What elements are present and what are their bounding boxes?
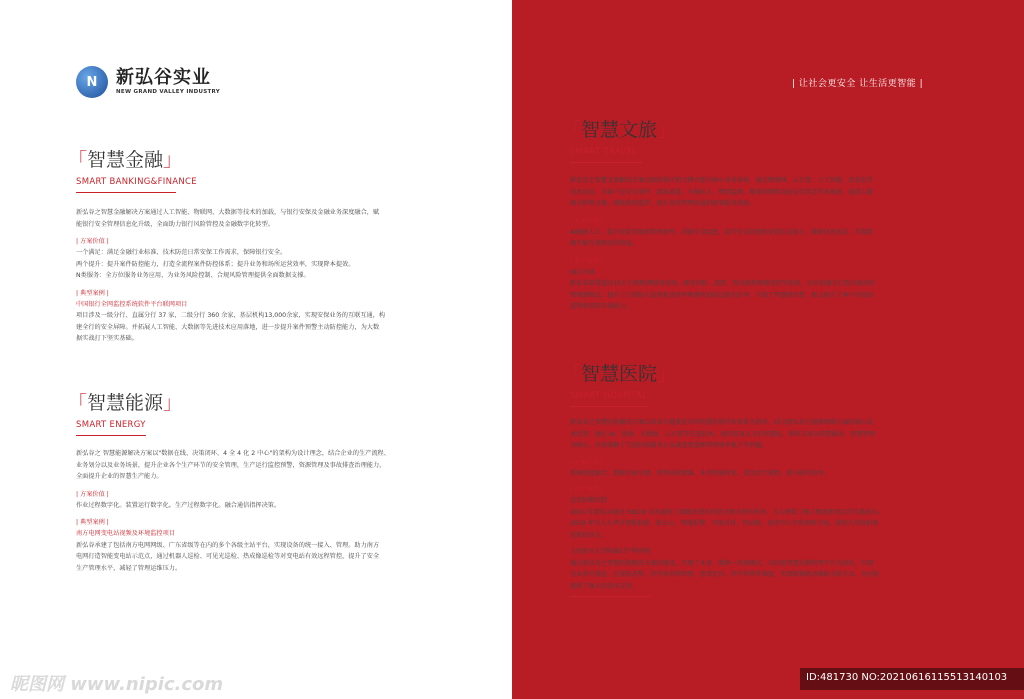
- case-line: 项目涉及一级分行、直属分行 37 家，二级分行 360 余家，基层机构13,000余家，实现安保业务的互联互通，构: [76, 312, 386, 319]
- intro-line: 业务划分以及业务场景，提升企业各个生产环节的安全管理，生产运行监控预警，资源管理及事故排查治理能力，: [76, 461, 386, 469]
- case-label: | 典型案例 |: [76, 519, 109, 526]
- section-title: 「智慧金融」: [68, 149, 183, 171]
- company-logo: [76, 66, 220, 98]
- case-label: | 典型案例 |: [76, 289, 109, 297]
- section-title: 「智慧文旅」: [562, 119, 677, 141]
- logo-mark-icon: N: [76, 66, 108, 98]
- section-rule: [76, 192, 176, 193]
- value-line: 两个提升：提升案件防控能力，打造全流程案件防控体系；提升业务和场所运营效率，实现降本提效。: [76, 260, 355, 268]
- case-line: 全业务可视化。在安防态势、医疗废弃物管理、患者定位、停车管理等维度，实现数据驱动辅助全新方式，为医院: [570, 571, 880, 578]
- value-line: 据互联互通和运营效益。: [570, 240, 639, 247]
- value-line: AI辅助人工，提升安防等级和管理效率。消除安全隐患，提升安全防控和处置应急能力。破除信息孤岛，实现数: [570, 228, 874, 236]
- case-line: 发新的活力。: [570, 531, 608, 539]
- value-line: N类服务：全方位服务业务应用，为业务风险控制、合规风险管理提供全面数据支撑。: [76, 272, 310, 279]
- section-subtitle: SMART HOSPITAL: [570, 391, 648, 401]
- value-label: | 方案价值 |: [570, 458, 603, 466]
- section-rule: [76, 435, 146, 436]
- intro-line: 新弘谷之智慧金融解决方案通过人工智能、物联网、大数据等技术的加载，与银行安保及金融业务深度融合，赋: [76, 209, 380, 216]
- case-line: 2019 年引入大华全智能前端、私有云、智能报警、可视对讲、热成像、显控中心等系统和方案，使您久的协和焕: [570, 520, 879, 527]
- logo-name-en: NEW GRAND VALLEY INDUSTRY: [116, 89, 221, 95]
- intro-line: 全面提升企业的智慧生产能力。: [76, 473, 163, 480]
- case-line: 管理新模式，提升了日常防火监督检查效率和建筑消防设施完好率，实现了智慧预出警，极大提升了客户的安防: [570, 291, 874, 299]
- case-name: 北京协和医院: [570, 497, 608, 504]
- intro-line: 技术应用，为客户在安全事件、游客流量、车辆出入、舆情监测、精准营销和设备运行状态等多维度，提供大数: [570, 188, 874, 196]
- section-rule: [570, 596, 650, 597]
- intro-line: 能银行安全管理信息化升级，全面助力银行风险管控及金融数字化转型。: [76, 220, 274, 228]
- intro-line: 据分析和支撑，辅助政府监管，提升运营管理效益和游客服务体验。: [570, 200, 756, 207]
- logo-name-cn: 新弘谷实业: [116, 67, 211, 88]
- intro-line: 术优势，通过 AI、传感、大数据、云计算等先进技术，使医院真正走向智慧化。整体方案以智慧服务、智慧管理: [570, 430, 876, 438]
- value-label: | 方案价值 |: [76, 238, 109, 245]
- intro-line: 新弘谷之 智慧能源解决方案以"数据在线、决策闭环、4 全 4 化 2 中心"的架构为设计理念，结合企业的生产流程、: [76, 450, 390, 457]
- case-name: 中国银行全网监控系统软件平台联网项目: [76, 300, 188, 308]
- watermark-id: ID:481730 NO:20210616115513140103: [806, 672, 1008, 683]
- intro-line: 为核心，有效缓解了当前医院服务公众满意度低和管理效率低下等问题。: [570, 442, 768, 449]
- case-name: 上海复旦大学附属妇产科医院: [570, 548, 651, 555]
- case-label: | 典型案例 |: [570, 257, 603, 265]
- case-name: 南方电网变电站视频及环境监控项目: [76, 530, 175, 537]
- case-line: 2015 年新弘谷通过 HDCVI 技术避免了线路改造对医院文物古迹的伤害，大大降低了施工难度和项目的实施成本。: [570, 508, 884, 516]
- section-finance: [68, 148, 468, 345]
- value-label: | 方案价值 |: [76, 490, 109, 498]
- section-subtitle: SMART TRAVEL: [570, 147, 638, 157]
- case-line: 新弘谷承建了包括南方电网网级、广东省级等在内的多个各级主站平台，实现设备的统一接入、管理。助力南方: [76, 541, 380, 549]
- section-energy: [68, 391, 468, 574]
- case-line: 提供了强大的技术支持。: [570, 582, 639, 590]
- case-line: 通过新弘谷之智慧医院解决方案的建设，实现了业务、数据一张图模式，以医院智慧后勤管理平台为依托，实现: [570, 559, 874, 567]
- value-line: 系统深度融合。数据全面呈现。管理高效精准。业务智能简化。优化诊疗流程。提升服务效率。: [570, 469, 830, 477]
- case-line: 生产管理水平，减轻了管理运维压力。: [76, 564, 182, 572]
- case-line: 监管和消防实战能力。: [570, 303, 632, 310]
- section-subtitle: SMART BANKING&FINANCE: [76, 177, 197, 187]
- section-rule: [570, 162, 642, 163]
- intro-line: 新弘谷之智慧医院解决方案以国家卫健委发布的智慧医院评价体系为指导，结合新弘谷在视频物联方面的核心技: [570, 419, 874, 426]
- value-label: | 方案价值 |: [570, 217, 603, 225]
- watermark-site: 昵图网 www.nipic.com: [10, 674, 224, 695]
- section-rule: [570, 406, 648, 407]
- case-line: 电网打造智能变电站示范点，通过机器人巡检、可见光巡检、热成像巡检等对变电站有效远程管控，提升了安全: [76, 553, 380, 560]
- case-line: 建全行的安全屏障。并拓展人工智能、大数据等先进技术应用落地，进一步提升案件预警主动防控能力，为大数: [76, 323, 380, 331]
- section-hospital: [562, 362, 972, 597]
- case-name: 丽江古城: [570, 268, 595, 276]
- section-title: 「智慧能源」: [68, 392, 183, 414]
- slogan: | 让社会更安全 让生活更智能 |: [792, 79, 924, 89]
- section-title: 「智慧医院」: [562, 363, 677, 385]
- section-travel: [562, 118, 972, 313]
- intro-line: 新弘谷之智慧文旅解决方案以旅游景区和文博古建为核心业务场景，通过物联网、云计算、人工智能、信息化等: [570, 177, 874, 184]
- case-line: 据实战打下坚实基础。: [76, 335, 138, 342]
- case-line: 新弘谷部署超过10万台物联网感知前端，建设消防、监控、热成像和图像显控等系统，以安消融合打造古城消防: [570, 280, 875, 287]
- case-label: | 典型案例 |: [570, 486, 603, 493]
- section-subtitle: SMART ENERGY: [76, 420, 146, 430]
- value-line: 作业过程数字化。装置运行数字化。生产过程数字化。融合通信指挥决策。: [76, 501, 281, 509]
- value-line: 一个满足：满足金融行业标准、技术防范日常安保工作需求，保障银行安全。: [76, 249, 287, 256]
